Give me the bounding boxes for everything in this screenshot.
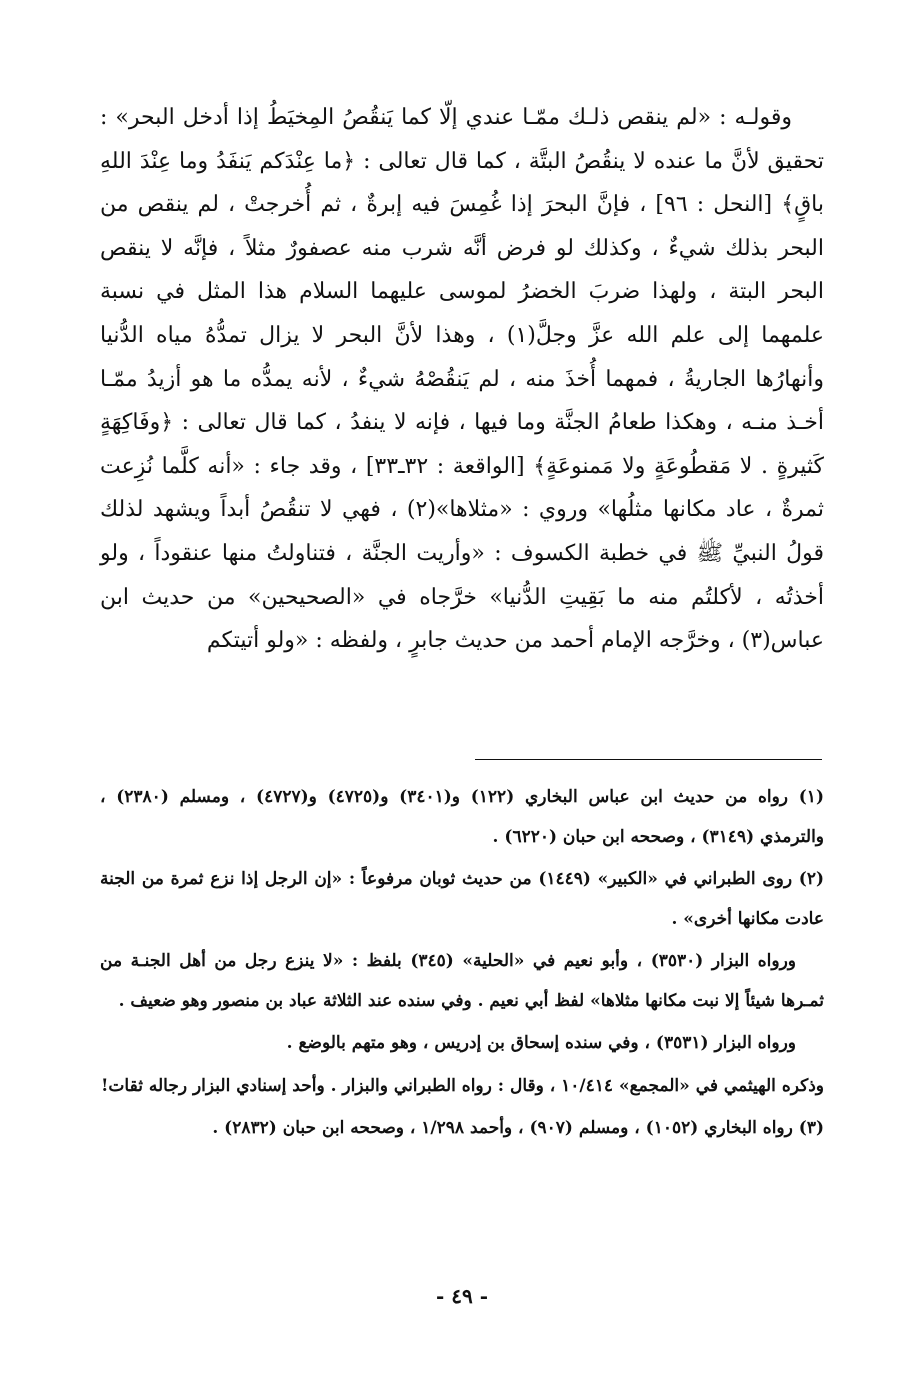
footnote-1: (١) رواه من حديث ابن عباس البخاري (١٢٢) و(٣٤٠١) و(٤٧٢٥) و(٤٧٢٧) ، ومسلم (٢٣٨٠) ، والترمذي (٣١٤٩) ، وصححه ابن حبان (٦٢٢٠) . [100, 787, 824, 847]
main-paragraph: وقولـه : «لم ينقص ذلـك ممّـا عندي إلّا كما يَنقُصُ المِخيَطُ إذا أدخل البحر» : تحقيق لأنَّ ما عنده لا ينقُصُ البتَّة ، كما قال تعالى : ﴿ما عِنْدَكم يَنفَدُ وما عِنْدَ اللهِ باقٍ﴾ [النحل : ٩٦] ، فإنَّ البحرَ إذا غُمِسَ فيه إبرةٌ ، ثم أُخرجتْ ، لم ينقص من البحر بذلك شيءٌ ، وكذلك لو فرض أنَّه شرب منه عصفورٌ مثلاً ، فإنَّه لا ينقص البحر البتة ، ولهذا ضربَ الخضرُ لموسى عليهما السلام هذا المثل في نسبة علمهما إلى علم الله عزَّ وجلَّ(١) ، وهذا لأنَّ البحر لا يزال تمدُّهُ مياه الدُّنيا وأنهارُها الجاريةُ ، فمهما أُخذَ منه ، لم يَنقُصْهُ شيءٌ ، لأنه يمدُّه ما هو أزيدُ ممّـا أخـذ منـه ، وهكذا طعامُ الجنَّة وما فيها ، فإنه لا ينفدُ ، كما قال تعالى : ﴿وفَاكِهَةٍ كَثيرةٍ . لا مَقطُوعَةٍ ولا مَمنوعَةٍ﴾ [الواقعة : ٣٢ـ٣٣] ، وقد جاء : «أنه كلَّما نُزِعت ثمرةٌ ، عاد مكانها مثلُها» وروي : «مثلاها»(٢) ، فهي لا تنقُصُ أبداً ويشهد لذلك قولُ النبيِّ ﷺ في خطبة الكسوف : «وأريت الجنَّة ، فتناولتُ منها عنقوداً ، ولو أخذتُه ، لأكلتُم منه ما بَقِيتِ الدُّنيا» خرَّجاه في «الصحيحين» من حديث ابن عباس(٣) ، وخرَّجه الإمام أحمد من حديث جابرٍ ، ولفظه : «ولو أتيتكم [100, 105, 825, 654]
footnote-2-continuation-2: ورواه البزار (٣٥٣١) ، وفي سنده إسحاق بن إدريس ، وهو متهم بالوضع . [286, 1033, 796, 1053]
footnote-2: (٢) روى الطبراني في «الكبير» (١٤٤٩) من حديث ثوبان مرفوعاً : «إن الرجل إذا نزع ثمرة من الجنة عادت مكانها أخرى» . [100, 869, 825, 929]
footnote-3: (٣) رواه البخاري (١٠٥٢) ، ومسلم (٩٠٧) ، وأحمد ١/٢٩٨ ، وصححه ابن حبان (٢٨٣٢) . [212, 1118, 824, 1138]
footnotes [100, 778, 824, 1152]
main-text [100, 96, 824, 663]
footnote-divider [475, 759, 822, 760]
footnote-2-continuation-3: وذكره الهيثمي في «المجمع» ١٠/٤١٤ ، وقال : رواه الطبراني والبزار . وأحد إسنادي البزار رجاله ثقات! [100, 1075, 824, 1096]
page-number: - ٤٩ - [435, 1284, 488, 1308]
footnote-2-continuation-1: ورواه البزار (٣٥٣٠) ، وأبو نعيم في «الحلية» (٣٤٥) بلفظ : «لا ينزع رجل من أهل الجنـة من ثمـرها شيئاً إلا نبت مكانها مثلاها» لفظ أبي نعيم . وفي سنده عند الثلاثة عباد بن منصور وهو ضعيف . [100, 951, 824, 1011]
